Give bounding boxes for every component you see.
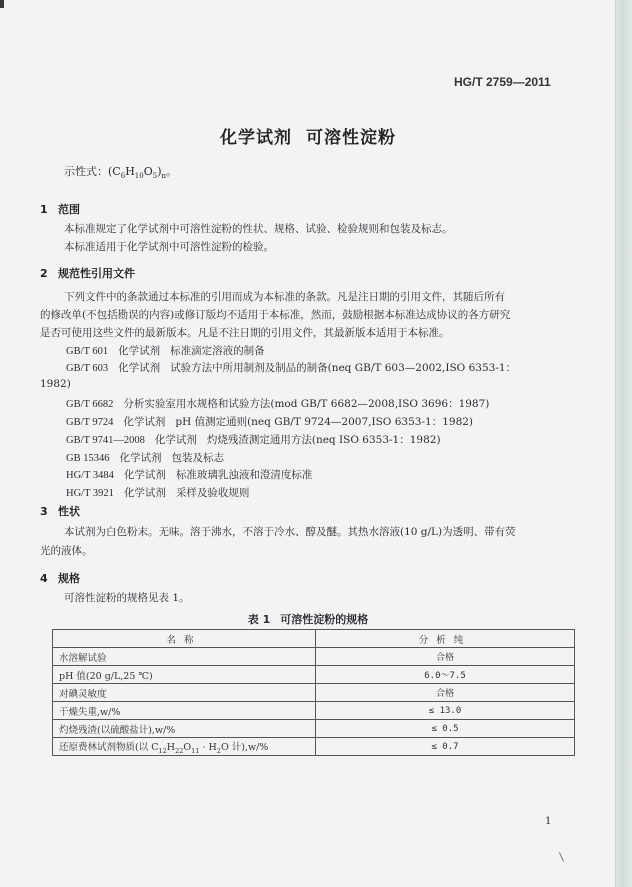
row-value: ≤ 0.7 [316, 738, 575, 756]
section-heading-specifications [40, 570, 80, 586]
reference-item [66, 432, 441, 447]
row-value: 合格 [316, 684, 575, 702]
table-row [53, 720, 575, 738]
table-row [53, 648, 575, 666]
reference-title: 分析实验室用水规格和试验方法(mod GB/T 6682—2008,ISO 3696：1987) [123, 398, 490, 410]
page-number: 1 [545, 816, 552, 827]
reference-title: 标准滴定溶液的制备 [170, 345, 265, 357]
section-heading-normative-references [40, 265, 135, 281]
table-row [53, 738, 575, 756]
paragraph: 可溶性淀粉的规格见表 1。 [64, 592, 190, 604]
name-sub: 22 [175, 746, 184, 755]
formula-part: H [125, 165, 135, 178]
name-sub: 11 [191, 746, 200, 755]
row-name: 对碘灵敏度 [53, 684, 316, 702]
section-number: 1 [40, 203, 48, 216]
table-number: 表 1 [247, 613, 271, 626]
formula-part: ) [157, 165, 162, 178]
section-number: 3 [40, 505, 48, 518]
column-header-name: 名称 [53, 630, 316, 648]
reference-code: GB/T 9741—2008 [66, 435, 145, 446]
row-value: 合格 [316, 648, 575, 666]
reference-code: GB/T 603 [66, 363, 109, 374]
paragraph: 的修改单(不包括勘误的内容)或修订版均不适用于本标准，然而，鼓励根据本标准达成协议的各方研究 [40, 309, 511, 321]
table-row [53, 684, 575, 702]
reference-title: 采样及验收规则 [175, 487, 250, 499]
reference-code: GB 15346 [66, 453, 110, 464]
reference-category: 化学试剂 [123, 416, 166, 428]
row-name: 水溶解试验 [53, 648, 316, 666]
reference-item [66, 450, 224, 465]
reference-code: GB/T 601 [66, 346, 109, 357]
section-title: 性状 [58, 505, 80, 518]
name-sub: 2 [216, 746, 221, 755]
row-name: 干燥失重,w/% [53, 702, 316, 720]
specification-table [52, 629, 575, 756]
section-heading-scope [40, 201, 80, 217]
paragraph: 本试剂为白色粉末。无味。溶于沸水，不溶于冷水、醇及醚。其热水溶液(10 g/L)为透明、带有荧 [64, 526, 516, 538]
reference-category: 化学试剂 [123, 469, 166, 481]
paragraph: 本标准适用于化学试剂中可溶性淀粉的检验。 [64, 241, 274, 253]
title-part-1: 化学试剂 [220, 128, 292, 148]
section-heading-properties [40, 503, 80, 519]
table-title: 可溶性淀粉的规格 [280, 613, 369, 626]
table-header-row [53, 630, 575, 648]
reference-continuation: 1982) [40, 378, 71, 390]
formula-sub: 10 [134, 172, 144, 181]
name-part: 还原费林试剂物质(以 C [59, 741, 159, 753]
scan-mark [0, 0, 4, 8]
reference-item [66, 414, 473, 429]
row-name [53, 738, 316, 756]
reference-code: GB/T 9724 [66, 417, 114, 428]
reference-category: 化学试剂 [123, 487, 166, 499]
row-value: ≤ 0.5 [316, 720, 575, 738]
formula-part: 。 [166, 165, 178, 178]
paragraph: 是否可使用这些文件的最新版本。凡是不注日期的引用文件，其最新版本适用于本标准。 [40, 327, 450, 339]
reference-item [66, 467, 312, 482]
title-part-2: 可溶性淀粉 [306, 128, 396, 148]
reference-item [66, 343, 265, 358]
reference-category: 化学试剂 [119, 452, 162, 464]
name-sub: 12 [158, 746, 167, 755]
section-number: 2 [40, 267, 48, 280]
reference-title: 标准玻璃乳浊液和澄清度标准 [175, 469, 313, 481]
column-header-grade: 分析纯 [316, 630, 575, 648]
section-title: 范围 [58, 203, 80, 216]
reference-category: 化学试剂 [154, 434, 197, 446]
paragraph: 光的液体。 [40, 545, 93, 557]
reference-code: HG/T 3484 [66, 470, 114, 481]
table-row [53, 666, 575, 684]
formula-sub: 5 [152, 172, 158, 181]
formula-sub: n [161, 172, 167, 181]
reference-title: 试验方法中所用制剂及制品的制备(neq GB/T 603—2002,ISO 6353-1： [170, 362, 517, 374]
formula-part: O [143, 165, 153, 178]
paragraph: 本标准规定了化学试剂中可溶性淀粉的性状、规格、试验、检验规则和包装及标志。 [64, 223, 453, 235]
table-caption [0, 611, 616, 627]
name-part: H [166, 741, 176, 753]
row-name: 灼烧残渣(以硫酸盐计),w/% [53, 720, 316, 738]
row-value: ≤ 13.0 [316, 702, 575, 720]
page-edge [615, 0, 632, 887]
reference-code: HG/T 3921 [66, 488, 114, 499]
section-title: 规范性引用文件 [58, 267, 135, 280]
reference-item [66, 396, 489, 411]
reference-title: 包装及标志 [171, 452, 224, 464]
formula-sub: 6 [120, 172, 126, 181]
reference-item [66, 485, 249, 500]
reference-title: pH 值测定通则(neq GB/T 9724—2007,ISO 6353-1：1982) [175, 416, 474, 428]
name-part: · H [199, 741, 217, 753]
document-code: HG/T 2759—2011 [454, 75, 551, 89]
formula-part: (C [108, 165, 121, 178]
reference-category: 化学试剂 [118, 345, 161, 357]
page-title [0, 123, 616, 148]
formula-label: 示性式： [64, 165, 108, 178]
row-name: pH 值(20 g/L,25 ℃) [53, 666, 316, 684]
chemical-formula [64, 163, 177, 180]
name-part: O [183, 741, 192, 753]
reference-code: GB/T 6682 [66, 399, 114, 410]
section-title: 规格 [58, 572, 80, 585]
paragraph: 下列文件中的条款通过本标准的引用而成为本标准的条款。凡是注日期的引用文件，其随后所有 [64, 291, 505, 303]
reference-title: 灼烧残渣测定通用方法(neq ISO 6353-1：1982) [206, 434, 441, 446]
row-value: 6.0～7.5 [316, 666, 575, 684]
reference-category: 化学试剂 [118, 362, 161, 374]
section-number: 4 [40, 572, 48, 585]
scan-mark [559, 852, 564, 861]
reference-item [66, 360, 516, 375]
name-part: O 计),w/% [220, 741, 269, 753]
table-row [53, 702, 575, 720]
